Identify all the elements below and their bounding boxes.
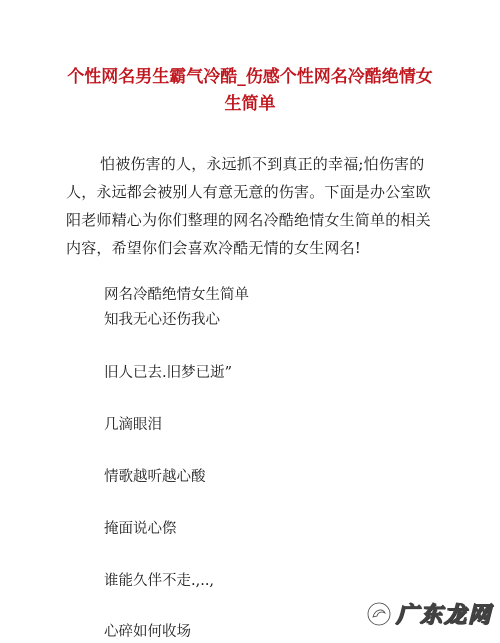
section-heading: 网名冷酷绝情女生简单: [104, 287, 249, 303]
list-item: 心碎如何收场: [104, 624, 191, 640]
list-item: 谁能久伴不走.,..,: [104, 573, 215, 589]
document-title: 个性网名男生霸气冷酷_伤感个性网名冷酷绝情女生简单: [67, 67, 433, 114]
intro-paragraph: 怕被伤害的人，永远抓不到真正的幸福;怕伤害的人，永远都会被别人有意无意的伤害。下面是办公室欧阳老师精心为你们整理的网名冷酷绝情女生简单的相关内容，希望你们会喜欢冷酷无情的女生网名!: [66, 155, 431, 257]
list-item: 掩面说心傺: [104, 521, 177, 537]
dragon-logo-icon: [366, 601, 392, 627]
watermark: [366, 598, 492, 629]
list-item: 情歌越听越心酸: [104, 469, 206, 485]
list-item: 知我无心还伤我心: [104, 312, 220, 328]
watermark-text: 广东龙网: [395, 603, 492, 628]
list-item: 几滴眼泪: [104, 417, 162, 433]
list-item: 旧人已去.旧梦已逝”: [104, 365, 233, 381]
